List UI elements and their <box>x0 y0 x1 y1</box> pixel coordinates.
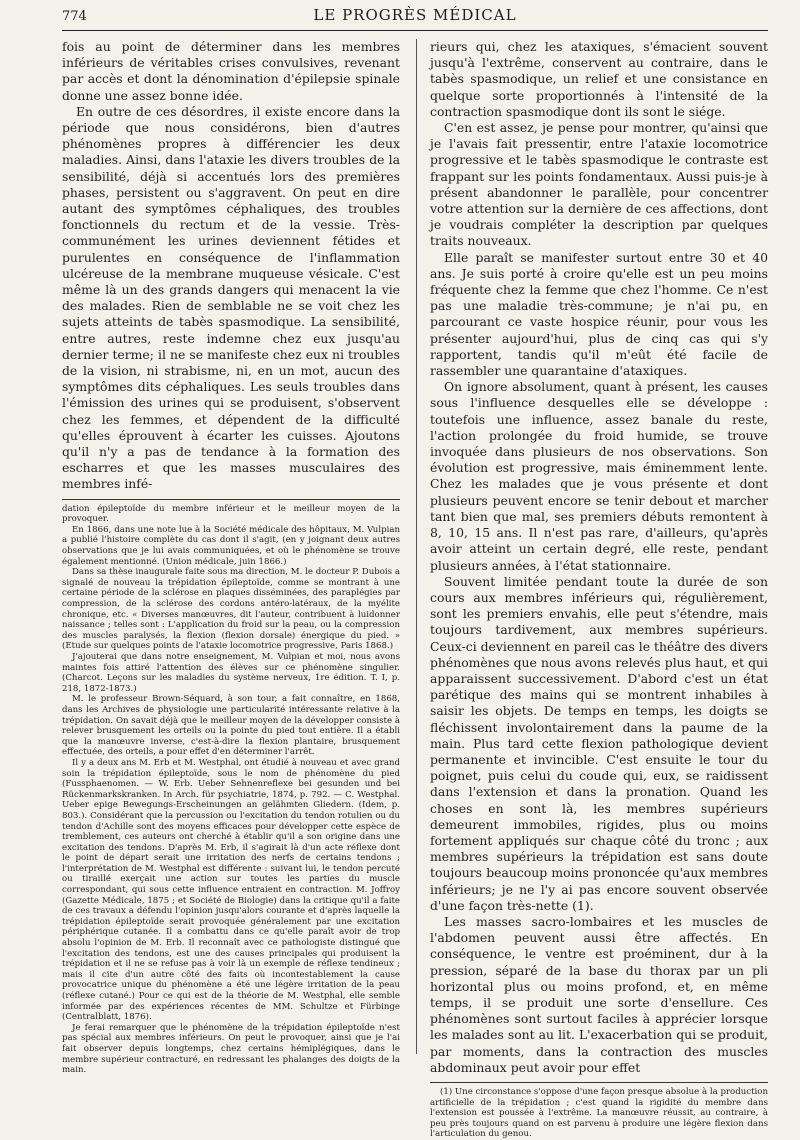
footnote-divider <box>430 1082 768 1083</box>
journal-title: LE PROGRÈS MÉDICAL <box>313 6 517 24</box>
footnote: Dans sa thèse inaugurale faite sous ma direction, M. le docteur P. Dubois a signalé de nouveau la trépidation épileptoïde, comme se montrant à une certaine période de la sclérose en plaques disséminées, des paraplégies par compression, de la sclérose des cordons antéro-latéraux, de la myélite chronique, etc. « Diverses manœuvres, dit l'auteur, contribuent à luidonner naissance ; telles sont : L'application du froid sur la peau, ou la compression des muscles paralysés, la flexion (flexion dorsale) énergique du pied. » (Etude sur quelques points de l'ataxie locomotrice progressive, Paris 1868.) <box>62 567 400 652</box>
footnote: Je ferai remarquer que le phénomène de la trépidation épileptoïde n'est pas spécial aux membres inférieurs. On peut le provoquer, ainsi que je l'ai fait observer depuis longtemps, chez certains hémiplégiques, dans le membre supérieur contracturé, en redressant les phalanges des doigts de la main. <box>62 1022 400 1076</box>
paragraph: rieurs qui, chez les ataxiques, s'émacient souvent jusqu'à l'extrême, conservent au contraire, dans le tabès spasmodique, un relief et une consistance en quelque sorte proportionnés à l'intensité de la contraction spasmodique dont ils sont le siége. <box>430 39 768 119</box>
paragraph: fois au point de déterminer dans les membres inférieurs de véritables crises convulsives, revenant par accès et dont la dénomination d'épilepsie spinale donne une assez bonne idée. <box>62 39 400 103</box>
page-header <box>62 6 768 31</box>
footnote-divider <box>62 499 400 500</box>
paragraph: Souvent limitée pendant toute la durée de son cours aux membres inférieurs qui, régulièrement, sont les premiers envahis, elle peut s'étendre, mais toujours tardivement, aux membres supérieurs. Ceux-ci deviennent en pareil cas le théâtre des divers phénomènes que nous avons relevés plus haut, et qui apparaissent successivement. D'abord c'est un état parétique des mains qui se montrent inhabiles à saisir les objets. De temps en temps, les doigts se fléchissent involontairement dans la paume de la main. Plus tard cette flexion pathologique devient permanente et invincible. C'est ensuite le tour du poignet, puis celui du coude qui, eux, se raidissent dans l'extension et dans la pronation. Quand les choses en sont là, les membres supérieurs demeurent immobiles, rigides, plus ou moins fortement appliqués sur chaque côté du tronc ; aux membres supérieurs la trépidation est sans doute toujours beaucoup moins prononcée qu'aux membres inférieurs; je ne l'y ai pas encore souvent observée d'une façon très-nette (1). <box>430 573 768 913</box>
paragraph: C'en est assez, je pense pour montrer, qu'ainsi que je l'avais fait pressentir, entre l'ataxie locomotrice progressive et le tabès spasmodique le contraste est frappant sur les points fondamentaux. Aussi puis-je à présent abandonner le parallèle, pour concentrer votre attention sur la dernière de ces affections, dont je voudrais compléter la description par quelques traits nouveaux. <box>430 120 768 249</box>
left-footnotes <box>62 504 400 1076</box>
footnote: Il y a deux ans M. Erb et M. Westphal, ont étudié à nouveau et avec grand soin la trépidation épileptoïde, sous le nom de phénomène du pied (Fussphaenomen. — W. Erb. Ueber Sehnenreflexe bei gesunden und bei Rückenmarkskranken. In Arch. für psychiatrie, 1874, p. 792. — C. Westphal. Ueber epige Bewegungs-Erscheinungen an gelähmten Gliedern. (Idem, p. 803.). Considérant que la percussion ou l'excitation du tendon rotulien ou du tendon d'Achille sont des moyens efficaces pour développer cette espèce de tremblement, ces auteurs ont cherché à établir qu'il a son origine dans une excitation des tendons. D'après M. Erb, il s'agirait là d'un acte réflexe dont le point de départ serait une irritation des nerfs de certains tendons ; l'interprétation de M. Westphal est différente : suivant lui, le tendon percuté ou tiraillé exerçait une action sur toutes les parties du muscle correspondant, qui sous cette influence entraient en contraction. M. Joffroy (Gazette Médicale, 1875 ; et Société de Biologie) dans la critique qu'il a faite de ces travaux a défendu l'opinion jusqu'alors courante et d'après laquelle la trépidation épileptoïde serait provoquée généralement par une excitation périphérique cutanée. Il a combattu dans ce qu'elle paraît avoir de trop absolu l'opinion de M. Erb. Il reconnaît avec ce pathologiste distingué que l'excitation des tendons, est une des causes principales qui produisent la trépidation et il ne se refuse pas à voir là un exemple de réflexe tendineux ; mais il cite d'un autre côté des faits où incontestablement la cause provocatrice unique du phénomène a été une légère irritation de la peau (réflexe cutané.) Pour ce qui est de la théorie de M. Westphal, elle semble informée par des expériences récentes de MM. Schultze et Fürbinge (Centralblatt, 1876). <box>62 757 400 1023</box>
footnote: dation épileptoïde du membre inférieur et le meilleur moyen de la provoquer. <box>62 503 400 525</box>
text-columns <box>62 39 768 1140</box>
left-main-text <box>62 39 400 493</box>
page-number: 774 <box>62 9 87 24</box>
left-column <box>62 39 400 1076</box>
paragraph: Elle paraît se manifester surtout entre 30 et 40 ans. Je suis porté à croire qu'elle est un peu moins fréquente chez la femme que chez l'homme. Ce n'est pas une maladie très-commune; je n'ai pu, en parcourant ce vaste hospice réunir, pour vous les présenter aujourd'hui, plus de cinq cas qui s'y rapportent, tandis qu'il m'eût été facile de rassembler une quarantaine d'ataxiques. <box>430 249 768 379</box>
footnote: En 1866, dans une note lue à la Société médicale des hôpitaux, M. Vulpian a publié l'histoire complète du cas dont il s'agit, (en y joignant deux autres observations que je lui avais communiquées, et où le phénomène se trouve également mentionné. (Union médicale, juin 1866.) <box>62 524 400 567</box>
column-rule <box>416 39 417 1054</box>
paragraph: On ignore absolument, quant à présent, les causes sous l'influence desquelles elle se développe : toutefois une influence, assez banale du reste, l'action prolongée du froid humide, se trouve invoquée dans plusieurs de nos observations. Son évolution est progressive, mais éminemment lente. Chez les malades que je vous présente et dont plusieurs peuvent encore se tenir debout et marcher tant bien que mal, ses premiers débuts remontent à 8, 10, 15 ans. Il n'est pas rare, d'ailleurs, qu'après avoir atteint un certain degré, elle reste, pendant plusieurs années, à l'état stationnaire. <box>430 379 768 573</box>
paragraph: En outre de ces désordres, il existe encore dans la période que nous considérons, bien d'autres phénomènes propres à différencier les deux maladies. Ainsi, dans l'ataxie les divers troubles de la sensibilité, déjà si accentués lors des premières phases, persistent ou s'aggravent. On peut en dire autant des symptômes céphaliques, des troubles fonctionnels du rectum et de la vessie. Très-communément les urines deviennent fétides et purulentes en conséquence de l'inflammation ulcéreuse de la membrane muqueuse vésicale. C'est même là un des grands dangers qui menacent la vie des malades. Rien de semblable ne se voit chez les sujets atteints de tabès spasmodique. La sensibilité, entre autres, reste indemne chez eux jusqu'au dernier terme; il ne se manifeste chez eux ni troubles de la vision, ni strabisme, ni, en un mot, aucun des symptômes dits céphaliques. Les seuls troubles dans l'émission des urines qui se produisent, s'observent chez les femmes, et dépendent de la difficulté qu'elles éprouvent à écarter les cuisses. Ajoutons qu'il n'y a pas de tendance à la formation des escharres et que les masses musculaires des membres infé- <box>62 103 400 492</box>
right-main-text <box>430 39 768 1076</box>
footnote: (1) Une circonstance s'oppose d'une façon presque absolue à la production artificielle de la trépidation ; c'est quand la rigidité du membre dans l'extension est poussée à l'extrême. La manœuvre réussit, au contraire, à peu près toujours quand on est parvenu à produire une légère flexion dans l'articulation du genou. <box>430 1087 768 1140</box>
right-column <box>430 39 768 1140</box>
footnote: M. le professeur Brown-Séquard, à son tour, a fait connaître, en 1868, dans les Archives de physiologie une particularité intéressante relative à la trépidation. On savait déjà que le meilleur moyen de la développer consiste à relever brusquement les orteils ou la pointe du pied tout entière. Il a établi que la manœuvre inverse, c'est-à-dire la flexion plantaire, brusquement effectuée, des orteils, a pour effet d'en déterminer l'arrêt. <box>62 694 400 758</box>
paragraph: Les masses sacro-lombaires et les muscles de l'abdomen peuvent aussi être affectés. En conséquence, le ventre est proéminent, dur à la pression, séparé de la base du thorax par un pli horizontal plus ou moins profond, et, en même temps, il se produit une sorte d'ensellure. Ces phénomènes sont surtout faciles à apprécier lorsque les malades sont au lit. L'exacerbation qui se produit, par moments, dans la contraction des muscles abdominaux peut avoir pour effet <box>430 913 768 1075</box>
footnote: J'ajouterai que dans notre enseignement, M. Vulpian et moi, nous avons maintes fois attiré l'attention des élèves sur ce phénomène singulier. (Charcot. Leçons sur les maladies du système nerveux, 1re édition. T. I, p. 218, 1872-1873.) <box>62 652 400 694</box>
right-footnotes <box>430 1087 768 1140</box>
